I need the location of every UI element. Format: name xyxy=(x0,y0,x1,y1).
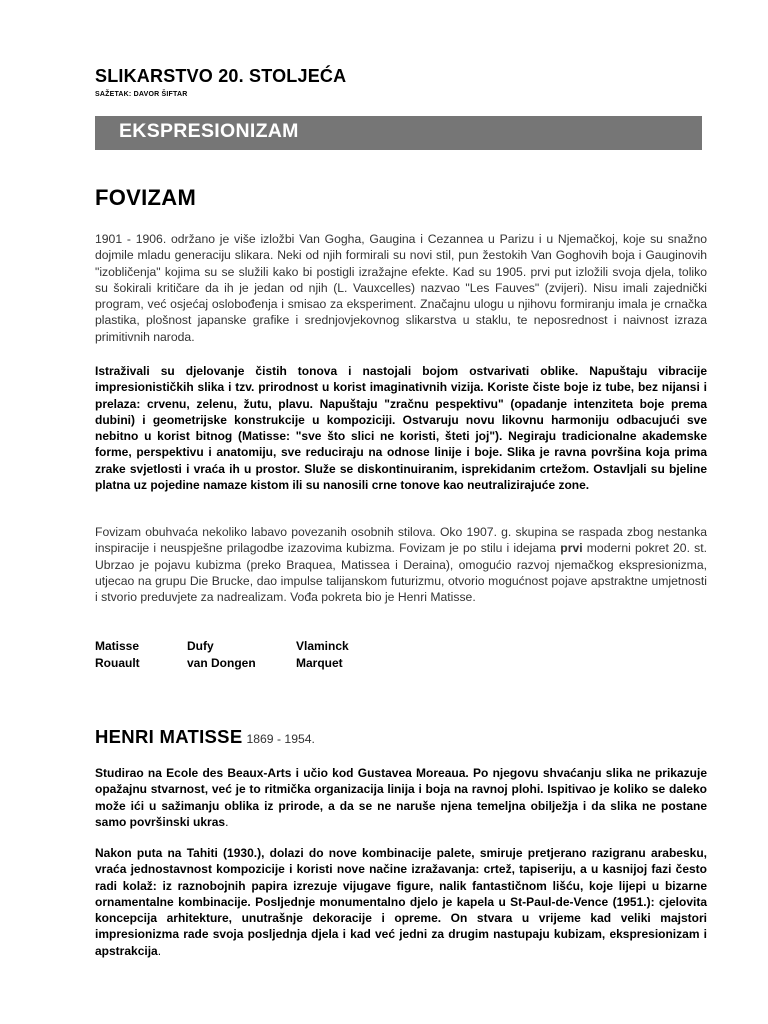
matisse-heading-years: 1869 - 1954. xyxy=(246,732,315,746)
fovist-artists-list xyxy=(95,638,495,671)
fovizam-p3-text-b: moderni pokret 20. st. Ubrzao je pojavu kubizma (preko Braquea, Matissea i Deraina), omogućio razvoj njemačkog ekspresionizma, utjecao na grupu Die Brucke, dao impulse talijanskom futurizmu, otvorio mogućnost pojave apstraktne umjetnosti i stvorio preduvjete za nadrealizam. Vođa pokreta bio je Henri Matisse. xyxy=(95,541,707,605)
artist-name: Marquet xyxy=(296,655,343,670)
artist-name: Matisse xyxy=(95,639,140,653)
fovizam-paragraph-1: 1901 - 1906. održano je više izložbi Van Gogha, Gaugina i Cezannea u Parizu i u Njemačkoj, koje su snažno dojmile mladu generaciju slikara. Neki od njih formirali su novi stil, pun žestokih Van Goghovih boja i Gauginovih "izobličenja" kojima su se služili kako bi postigli izražajne efekte. Kad su 1905. prvi put izložili svoja djela, toliko su šokirali kritičare da ih je jedan od njih (L. Vauxcelles) nazvao "Les Fauves" (zvijeri). Nisu imali zajednički program, već osjećaj oslobođenja i smisao za eksperiment. Značajnu ulogu u njihovu formiranju imala je crnačka plastika, plošnost japanske grafike i srednjovjekovnog slikarstva u staklu, te neposrednost i naivnost izraza primitivnih naroda. xyxy=(95,232,707,344)
section-banner-label: EKSPRESIONIZAM xyxy=(119,120,299,142)
matisse-paragraph-1 xyxy=(95,765,707,830)
matisse-p1-period: . xyxy=(225,814,229,829)
fovizam-p3-emphasis: prvi xyxy=(560,541,583,556)
fovizam-p3-text-a: Fovizam obuhvaća nekoliko labavo povezanih osobnih stilova. Oko 1907. g. skupina se raspada zbog nestanka inspiracije i neuspješne prilagodbe izazovima kubizma. Fovizam je po stilu i idejama xyxy=(95,525,707,556)
section-banner xyxy=(95,116,702,150)
matisse-heading-name: HENRI MATISSE xyxy=(95,726,243,747)
fovizam-paragraph-2: Istraživali su djelovanje čistih tonova i nastojali bojom ostvarivati oblike. Napuštaju vibracije impresionističkih slika i tzv. prirodnost u korist imaginativnih vizija. Koriste čiste boje iz tube, bez nijansi i prelaza: crvenu, zelenu, žutu, plavu. Napuštaju "zračnu pespektivu" (opadanje intenziteta boje prema dubini) i geometrijske konstrukcije u kompoziciji. Ostvaruju novu likovnu harmoniju odbacujući sve nebitno u korist bitnog (Matisse: "sve što slici ne koristi, šteti joj"). Negiraju tradicionalne akademske forme, perspektivu i anatomiju, sve reduciraju na odnose linije i boje. Slika je ravna površina koja prima zrake svjetlosti i vraća ih u prostor. Služe se diskontinuiranim, isprekidanim crtežom. Ostavljali su bjeline platna uz pojedine namaze kistom ili su nanosili crne tonove kao neutralizirajuće zone. xyxy=(95,364,707,493)
matisse-p2-text: Nakon puta na Tahiti (1930.), dolazi do nove kombinacije palete, smiruje pretjerano razigranu arabesku, vraća jednostavnost kompozicije i koristi nove načine izražavanja: crtež, tapiseriju, a u kasnijoj fazi često radi kolaž: iz raznobojnih papira izrezuje vijugave figure, nalik fantastičnom lišću, koje lijepi u bizarne ornamentalne kombinacije. Posljednje monumentalno djelo je kapela u St-Paul-de-Vence (1951.): cjelovita koncepcija arhitekture, unutrašnje dekoracije i opreme. On stvara u vrijeme kad veliki majstori impresionizma rade svoja posljednja djela i kad već jedni za drugim nastupaju kubizam, ekspresionizam i apstrakcija xyxy=(95,846,707,958)
document-author: SAŽETAK: DAVOR ŠIFTAR xyxy=(95,91,188,98)
matisse-paragraph-2 xyxy=(95,845,707,959)
artist-name: Dufy xyxy=(187,639,214,653)
matisse-p2-period: . xyxy=(157,943,162,958)
matisse-heading xyxy=(95,726,315,748)
matisse-p1-text: Studirao na Ecole des Beaux-Arts i učio kod Gustavea Moreaua. Po njegovu shvaćanju slika ne prikazuje opažajnu stvarnost, već je to ritmička organizacija linija i boja na ravnoj plohi. Ispitivao je koliko se daleko može ići u sažimanju oblika iz prirode, a da se ne naruše njena temeljna obilježja i da slika ne postane samo površinski ukras xyxy=(95,766,707,829)
artist-name: van Dongen xyxy=(187,655,256,670)
document-title: SLIKARSTVO 20. STOLJEĆA xyxy=(95,66,347,86)
fovizam-heading: FOVIZAM xyxy=(95,185,197,210)
artist-name: Rouault xyxy=(95,655,140,670)
fovizam-paragraph-3 xyxy=(95,524,707,605)
artists-row xyxy=(95,638,495,655)
artist-name: Vlaminck xyxy=(296,639,349,653)
artists-row xyxy=(95,655,495,672)
